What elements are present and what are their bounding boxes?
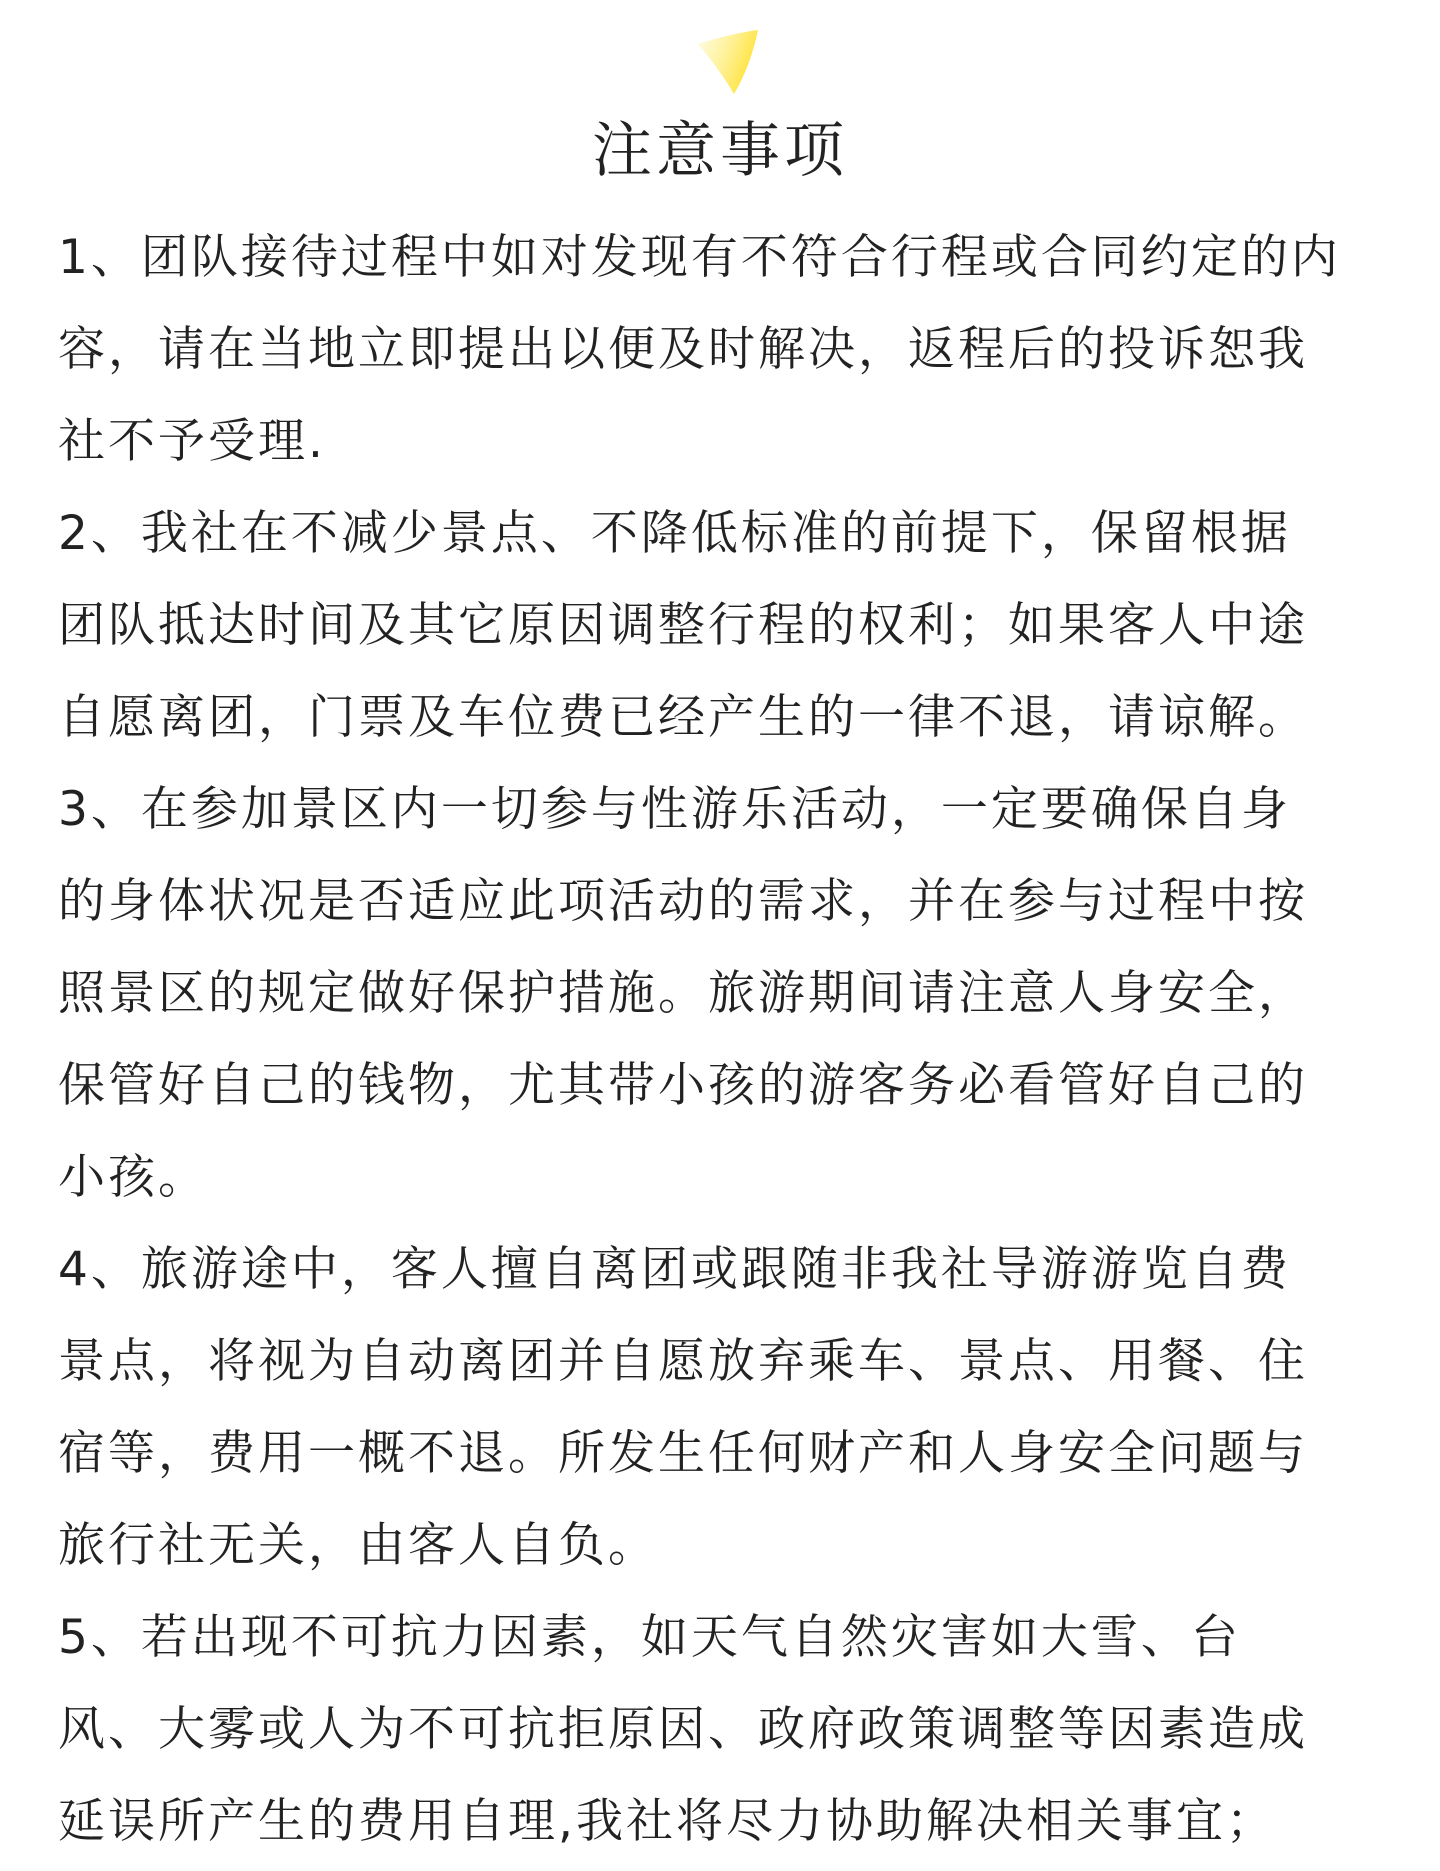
- notice-list: [58, 212, 1388, 1868]
- text-line: 1、团队接待过程中如对发现有不符合行程或合同约定的内: [58, 230, 1341, 285]
- text-line: 小孩。: [58, 1150, 208, 1205]
- notice-item-3: [58, 764, 1388, 1224]
- text-line: 5、若出现不可抗力因素，如天气自然灾害如大雪、台: [58, 1610, 1241, 1665]
- notice-item-4: [58, 1224, 1388, 1592]
- text-line: 社不予受理.: [58, 414, 326, 469]
- text-line: 的身体状况是否适应此项活动的需求，并在参与过程中按: [58, 874, 1308, 929]
- text-line: 容，请在当地立即提出以便及时解决，返程后的投诉恕我: [58, 322, 1308, 377]
- text-line: 2、我社在不减少景点、不降低标准的前提下，保留根据: [58, 506, 1291, 561]
- text-line: 照景区的规定做好保护措施。旅游期间请注意人身安全，: [58, 966, 1308, 1021]
- text-line: 3、在参加景区内一切参与性游乐活动，一定要确保自身: [58, 782, 1291, 837]
- notice-item-5: [58, 1592, 1388, 1868]
- text-line: 团队抵达时间及其它原因调整行程的权利；如果客人中途: [58, 598, 1308, 653]
- text-line: 自愿离团，门票及车位费已经产生的一律不退，请谅解。: [58, 690, 1308, 745]
- text-line: 延误所产生的费用自理,我社将尽力协助解决相关事宜；: [58, 1794, 1276, 1849]
- text-line: 4、旅游途中，客人擅自离团或跟随非我社导游游览自费: [58, 1242, 1291, 1297]
- text-line: 旅行社无关，由客人自负。: [58, 1518, 658, 1573]
- text-line: 保管好自己的钱物，尤其带小孩的游客务必看管好自己的: [58, 1058, 1308, 1113]
- text-line: 景点，将视为自动离团并自愿放弃乘车、景点、用餐、住: [58, 1334, 1308, 1389]
- text-line: 宿等，费用一概不退。所发生任何财产和人身安全问题与: [58, 1426, 1308, 1481]
- text-line: 风、大雾或人为不可抗拒原因、政府政策调整等因素造成: [58, 1702, 1308, 1757]
- notice-item-1: [58, 212, 1388, 488]
- highlight-mark-icon: [696, 30, 768, 102]
- page-title: 注意事项: [592, 116, 848, 186]
- notice-item-2: [58, 488, 1388, 764]
